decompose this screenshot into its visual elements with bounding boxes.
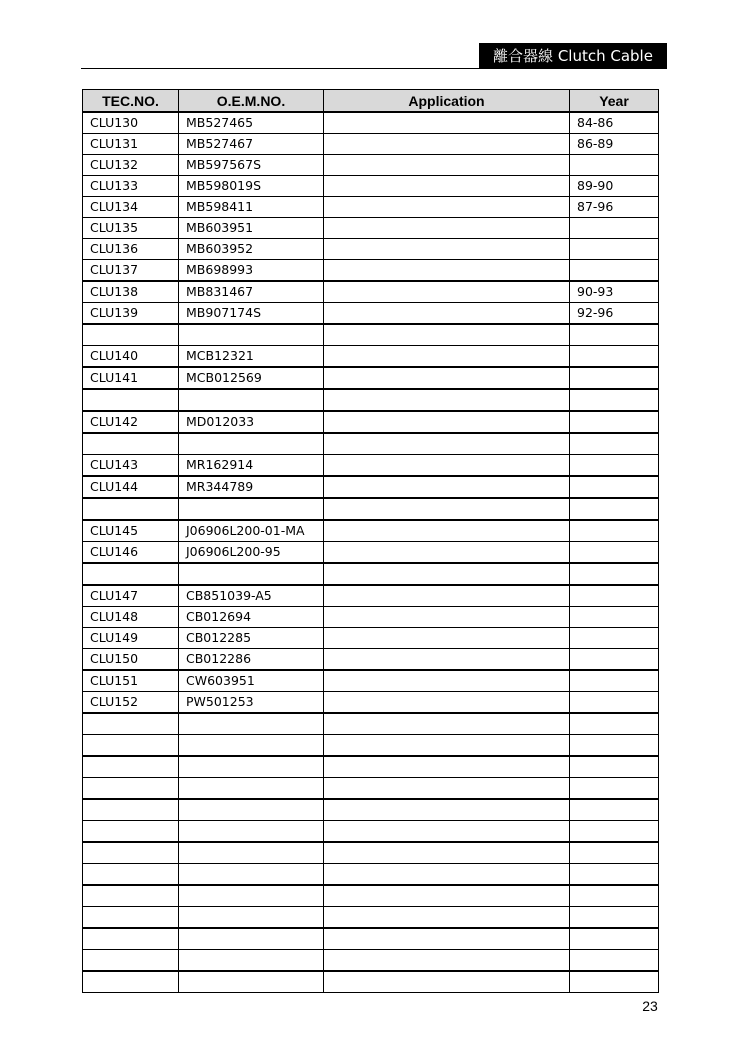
oem-no-cell xyxy=(179,778,324,800)
year-cell xyxy=(570,476,659,498)
oem-no-cell: J06906L200-01-MA xyxy=(179,520,324,542)
tec-no-cell xyxy=(83,928,179,950)
tec-no-cell: CLU151 xyxy=(83,670,179,692)
tec-no-cell: CLU143 xyxy=(83,455,179,477)
tec-no-cell: CLU139 xyxy=(83,303,179,325)
application-cell xyxy=(324,134,570,155)
oem-no-cell: MR344789 xyxy=(179,476,324,498)
column-header-tec-no: TEC.NO. xyxy=(83,90,179,113)
application-cell xyxy=(324,367,570,389)
year-cell xyxy=(570,411,659,433)
oem-no-cell: MB698993 xyxy=(179,260,324,282)
year-cell: 86-89 xyxy=(570,134,659,155)
application-cell xyxy=(324,176,570,197)
application-cell xyxy=(324,907,570,929)
year-cell xyxy=(570,607,659,628)
oem-no-cell xyxy=(179,864,324,886)
table-row xyxy=(83,907,659,929)
oem-no-cell xyxy=(179,735,324,757)
parts-table xyxy=(82,89,659,993)
table-row xyxy=(83,389,659,411)
oem-no-cell: MCB012569 xyxy=(179,367,324,389)
table-row xyxy=(83,692,659,714)
application-cell xyxy=(324,928,570,950)
table-row xyxy=(83,498,659,520)
application-cell xyxy=(324,346,570,368)
tec-no-cell xyxy=(83,821,179,843)
year-cell xyxy=(570,260,659,282)
application-cell xyxy=(324,197,570,218)
tec-no-cell xyxy=(83,971,179,993)
oem-no-cell xyxy=(179,821,324,843)
oem-no-cell: CB851039-A5 xyxy=(179,585,324,607)
oem-no-cell: CB012285 xyxy=(179,628,324,649)
table-row xyxy=(83,197,659,218)
oem-no-cell: PW501253 xyxy=(179,692,324,714)
tec-no-cell: CLU147 xyxy=(83,585,179,607)
application-cell xyxy=(324,649,570,671)
table-row xyxy=(83,112,659,134)
application-cell xyxy=(324,842,570,864)
oem-no-cell: CW603951 xyxy=(179,670,324,692)
year-cell xyxy=(570,864,659,886)
application-cell xyxy=(324,455,570,477)
tec-no-cell: CLU131 xyxy=(83,134,179,155)
tec-no-cell: CLU144 xyxy=(83,476,179,498)
tec-no-cell: CLU146 xyxy=(83,542,179,564)
tec-no-cell: CLU135 xyxy=(83,218,179,239)
oem-no-cell xyxy=(179,498,324,520)
application-cell xyxy=(324,778,570,800)
application-cell xyxy=(324,628,570,649)
oem-no-cell xyxy=(179,756,324,778)
application-cell xyxy=(324,476,570,498)
tec-no-cell: CLU152 xyxy=(83,692,179,714)
table-row xyxy=(83,218,659,239)
application-cell xyxy=(324,864,570,886)
application-cell xyxy=(324,585,570,607)
tec-no-cell: CLU137 xyxy=(83,260,179,282)
tec-no-cell: CLU150 xyxy=(83,649,179,671)
table-row xyxy=(83,324,659,346)
table-row xyxy=(83,303,659,325)
oem-no-cell xyxy=(179,799,324,821)
year-cell xyxy=(570,563,659,585)
table-row xyxy=(83,476,659,498)
column-header-year: Year xyxy=(570,90,659,113)
tec-no-cell xyxy=(83,907,179,929)
application-cell xyxy=(324,112,570,134)
year-cell: 90-93 xyxy=(570,281,659,303)
application-cell xyxy=(324,218,570,239)
year-cell xyxy=(570,367,659,389)
year-cell xyxy=(570,542,659,564)
year-cell xyxy=(570,433,659,455)
page-number: 23 xyxy=(642,998,658,1014)
year-cell xyxy=(570,778,659,800)
application-cell xyxy=(324,281,570,303)
table-row xyxy=(83,155,659,176)
table-row xyxy=(83,756,659,778)
tec-no-cell: CLU142 xyxy=(83,411,179,433)
tec-no-cell: CLU133 xyxy=(83,176,179,197)
application-cell xyxy=(324,713,570,735)
oem-no-cell xyxy=(179,324,324,346)
column-header-application: Application xyxy=(324,90,570,113)
tec-no-cell xyxy=(83,885,179,907)
application-cell xyxy=(324,607,570,628)
table-row xyxy=(83,520,659,542)
tec-no-cell xyxy=(83,799,179,821)
table-row xyxy=(83,821,659,843)
year-cell: 84-86 xyxy=(570,112,659,134)
tec-no-cell xyxy=(83,324,179,346)
oem-no-cell: CB012694 xyxy=(179,607,324,628)
year-cell xyxy=(570,346,659,368)
oem-no-cell: MB907174S xyxy=(179,303,324,325)
table-row xyxy=(83,778,659,800)
year-cell xyxy=(570,713,659,735)
application-cell xyxy=(324,563,570,585)
application-cell xyxy=(324,670,570,692)
table-row xyxy=(83,649,659,671)
table-row xyxy=(83,585,659,607)
year-cell xyxy=(570,324,659,346)
oem-no-cell: MB603952 xyxy=(179,239,324,260)
table-row xyxy=(83,239,659,260)
oem-no-cell: MB527465 xyxy=(179,112,324,134)
oem-no-cell: MB597567S xyxy=(179,155,324,176)
application-cell xyxy=(324,155,570,176)
year-cell xyxy=(570,455,659,477)
tec-no-cell: CLU136 xyxy=(83,239,179,260)
table-row xyxy=(83,670,659,692)
table-row xyxy=(83,628,659,649)
year-cell: 89-90 xyxy=(570,176,659,197)
oem-no-cell xyxy=(179,971,324,993)
tec-no-cell: CLU130 xyxy=(83,112,179,134)
table-row xyxy=(83,885,659,907)
tec-no-cell: CLU134 xyxy=(83,197,179,218)
table-row xyxy=(83,455,659,477)
table-row xyxy=(83,346,659,368)
application-cell xyxy=(324,324,570,346)
year-cell xyxy=(570,628,659,649)
table-row xyxy=(83,713,659,735)
year-cell xyxy=(570,498,659,520)
year-cell xyxy=(570,928,659,950)
application-cell xyxy=(324,971,570,993)
tec-no-cell xyxy=(83,563,179,585)
table-row xyxy=(83,607,659,628)
table-row xyxy=(83,928,659,950)
tec-no-cell xyxy=(83,864,179,886)
year-cell xyxy=(570,239,659,260)
tec-no-cell xyxy=(83,713,179,735)
year-cell xyxy=(570,389,659,411)
tec-no-cell: CLU149 xyxy=(83,628,179,649)
application-cell xyxy=(324,433,570,455)
year-cell xyxy=(570,885,659,907)
application-cell xyxy=(324,542,570,564)
oem-no-cell: MD012033 xyxy=(179,411,324,433)
oem-no-cell: MCB12321 xyxy=(179,346,324,368)
table-row xyxy=(83,735,659,757)
tec-no-cell xyxy=(83,498,179,520)
tec-no-cell xyxy=(83,842,179,864)
year-cell xyxy=(570,756,659,778)
oem-no-cell: MB598019S xyxy=(179,176,324,197)
oem-no-cell xyxy=(179,433,324,455)
year-cell xyxy=(570,585,659,607)
table-row xyxy=(83,950,659,972)
application-cell xyxy=(324,885,570,907)
oem-no-cell xyxy=(179,928,324,950)
table-body xyxy=(83,112,659,993)
application-cell xyxy=(324,950,570,972)
table-row xyxy=(83,367,659,389)
year-cell xyxy=(570,842,659,864)
table-row xyxy=(83,433,659,455)
application-cell xyxy=(324,756,570,778)
application-cell xyxy=(324,239,570,260)
year-cell: 87-96 xyxy=(570,197,659,218)
oem-no-cell xyxy=(179,885,324,907)
oem-no-cell: CB012286 xyxy=(179,649,324,671)
year-cell xyxy=(570,155,659,176)
tec-no-cell xyxy=(83,950,179,972)
application-cell xyxy=(324,821,570,843)
year-cell xyxy=(570,799,659,821)
tec-no-cell xyxy=(83,778,179,800)
year-cell xyxy=(570,971,659,993)
table-row xyxy=(83,176,659,197)
application-cell xyxy=(324,692,570,714)
section-title: 離合器線 Clutch Cable xyxy=(479,43,667,69)
oem-no-cell: MB831467 xyxy=(179,281,324,303)
tec-no-cell xyxy=(83,735,179,757)
table-header-row xyxy=(83,90,659,113)
oem-no-cell xyxy=(179,907,324,929)
year-cell xyxy=(570,821,659,843)
tec-no-cell: CLU141 xyxy=(83,367,179,389)
year-cell xyxy=(570,950,659,972)
application-cell xyxy=(324,799,570,821)
oem-no-cell xyxy=(179,389,324,411)
oem-no-cell xyxy=(179,713,324,735)
table-row xyxy=(83,971,659,993)
table-row xyxy=(83,864,659,886)
table-row xyxy=(83,134,659,155)
tec-no-cell xyxy=(83,433,179,455)
application-cell xyxy=(324,303,570,325)
application-cell xyxy=(324,520,570,542)
year-cell: 92-96 xyxy=(570,303,659,325)
table-row xyxy=(83,281,659,303)
oem-no-cell: MB598411 xyxy=(179,197,324,218)
tec-no-cell: CLU132 xyxy=(83,155,179,176)
table-row xyxy=(83,411,659,433)
oem-no-cell: J06906L200-95 xyxy=(179,542,324,564)
table-row xyxy=(83,799,659,821)
column-header-oem-no: O.E.M.NO. xyxy=(179,90,324,113)
year-cell xyxy=(570,670,659,692)
table-row xyxy=(83,842,659,864)
year-cell xyxy=(570,520,659,542)
tec-no-cell xyxy=(83,389,179,411)
application-cell xyxy=(324,260,570,282)
table-row xyxy=(83,542,659,564)
year-cell xyxy=(570,649,659,671)
year-cell xyxy=(570,692,659,714)
year-cell xyxy=(570,218,659,239)
year-cell xyxy=(570,735,659,757)
application-cell xyxy=(324,735,570,757)
oem-no-cell xyxy=(179,950,324,972)
oem-no-cell: MR162914 xyxy=(179,455,324,477)
tec-no-cell: CLU138 xyxy=(83,281,179,303)
oem-no-cell xyxy=(179,842,324,864)
tec-no-cell: CLU145 xyxy=(83,520,179,542)
oem-no-cell: MB603951 xyxy=(179,218,324,239)
oem-no-cell xyxy=(179,563,324,585)
tec-no-cell: CLU140 xyxy=(83,346,179,368)
table-row xyxy=(83,260,659,282)
application-cell xyxy=(324,389,570,411)
tec-no-cell xyxy=(83,756,179,778)
application-cell xyxy=(324,411,570,433)
year-cell xyxy=(570,907,659,929)
tec-no-cell: CLU148 xyxy=(83,607,179,628)
oem-no-cell: MB527467 xyxy=(179,134,324,155)
application-cell xyxy=(324,498,570,520)
table-row xyxy=(83,563,659,585)
